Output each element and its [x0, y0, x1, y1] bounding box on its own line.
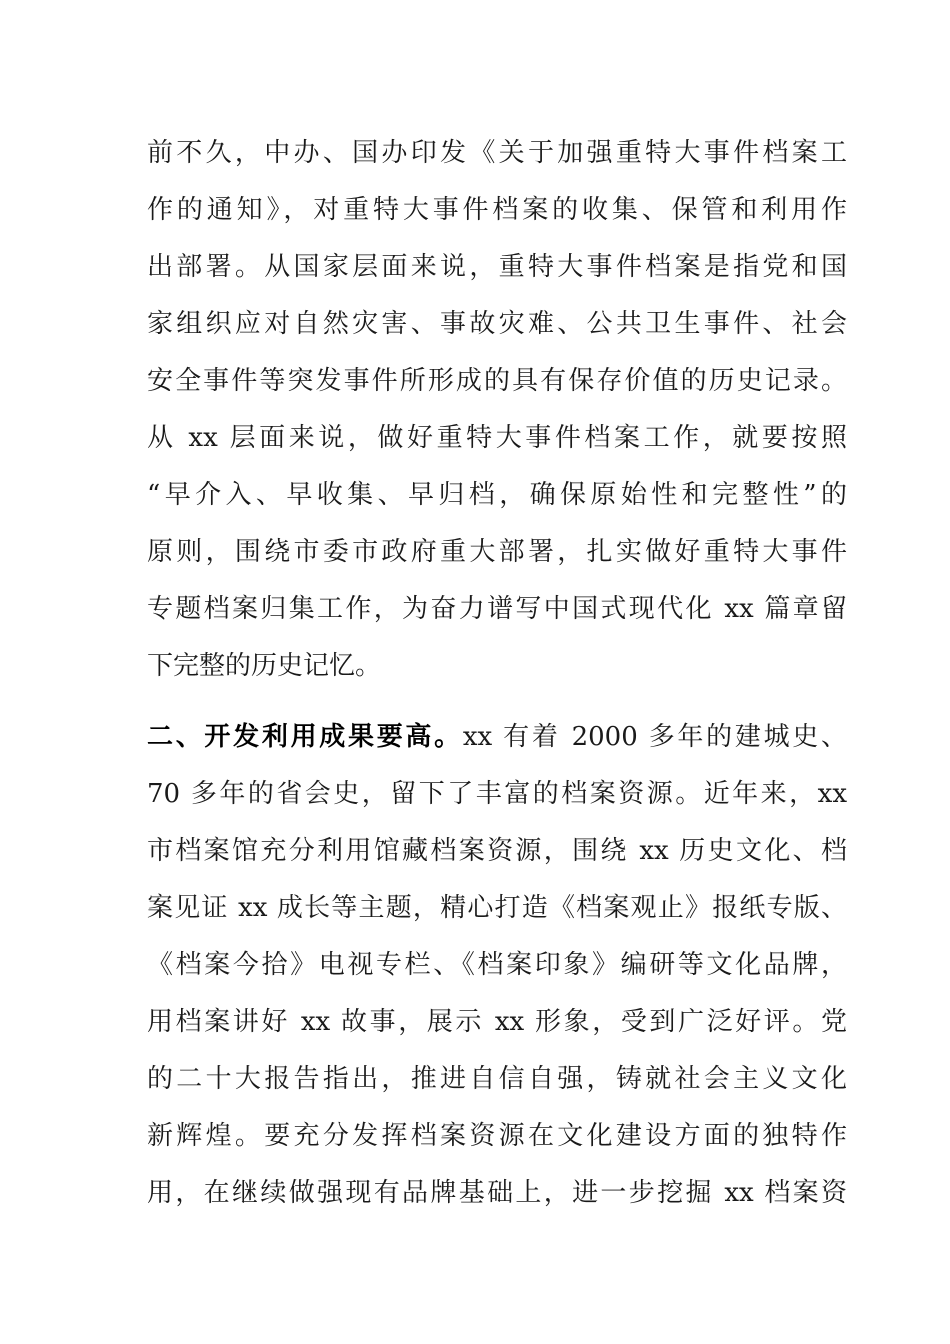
paragraph-1-line-4: 家组织应对自然灾害、事故灾难、公共卫生事件、社会 [147, 309, 847, 339]
paragraph-1-line-2: 作的通知》，对重特大事件档案的收集、保管和利用作 [147, 195, 847, 225]
paragraph-2-line-9: 用，在继续做强现有品牌基础上，进一步挖掘 xx 档案资 [147, 1178, 847, 1208]
paragraph-1-line-5: 安全事件等突发事件所形成的具有保存价值的历史记录。 [147, 366, 847, 396]
paragraph-1-line-3: 出部署。从国家层面来说，重特大事件档案是指党和国 [147, 252, 847, 282]
paragraph-2-line-5: 《档案今拾》电视专栏、《档案印象》编研等文化品牌， [147, 950, 847, 980]
paragraph-2-line-7: 的二十大报告指出，推进自信自强，铸就社会主义文化 [147, 1064, 847, 1094]
paragraph-2-line-3: 市档案馆充分利用馆藏档案资源，围绕 xx 历史文化、档 [147, 836, 847, 866]
paragraph-2-line-1 [147, 717, 847, 757]
paragraph-2-line-8: 新辉煌。要充分发挥档案资源在文化建设方面的独特作 [147, 1121, 847, 1151]
section-heading: 二、开发利用成果要高。 [147, 722, 463, 752]
paragraph-1-line-6: 从 xx 层面来说，做好重特大事件档案工作，就要按照 [147, 423, 847, 453]
paragraph-1-line-1: 前不久，中办、国办印发《关于加强重特大事件档案工 [147, 138, 847, 168]
paragraph-1-line-8: 原则，围绕市委市政府重大部署，扎实做好重特大事件 [147, 537, 847, 567]
paragraph-1-line-10: 下完整的历史记忆。 [147, 651, 382, 681]
paragraph-1-line-7: “早介入、早收集、早归档，确保原始性和完整性”的 [147, 480, 847, 510]
paragraph-2-line-2: 70 多年的省会史，留下了丰富的档案资源。近年来，xx [147, 779, 847, 809]
paragraph-2-line-4: 案见证 xx 成长等主题，精心打造《档案观止》报纸专版、 [147, 893, 847, 923]
paragraph-2-line-6: 用档案讲好 xx 故事，展示 xx 形象，受到广泛好评。党 [147, 1007, 847, 1037]
paragraph-1-line-9: 专题档案归集工作，为奋力谱写中国式现代化 xx 篇章留 [147, 594, 847, 624]
paragraph-2-line-1-text: xx 有着 2000 多年的建城史、 [462, 722, 847, 752]
